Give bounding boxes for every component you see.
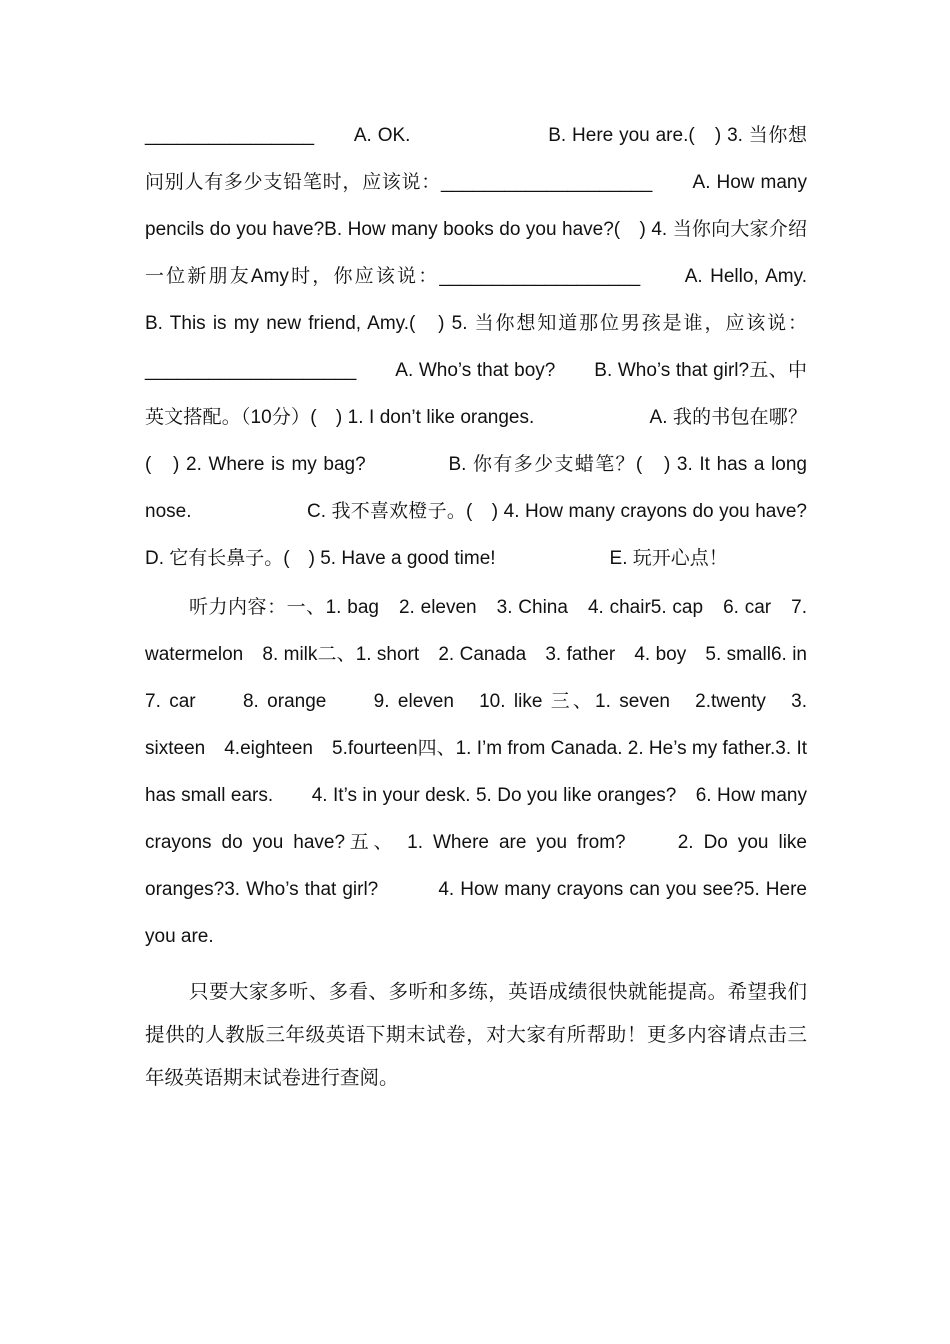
exam-questions-paragraph: ________________ A. OK. B. Here you are.( ) 3. 当你想问别人有多少支铅笔时，应该说：____________________ A. How many pencils do you have?B. How many books do you have?( ) 4. 当你向大家介绍一位新朋友Amy时，你应该说：___________________ A. Hello, Amy. B. This is my new friend, Amy.( ) 5. 当你想知道那位男孩是谁，应该说：____________________ A. Who’s that boy? B. Who’s that girl?五、中英文搭配。（10分）( ) 1. I don’t like oranges. A. 我的书包在哪？( ) 2. Where is my bag? B. 你有多少支蜡笔？( ) 3. It has a long nose. C. 我不喜欢橙子。( ) 4. How many crayons do you have? D. 它有长鼻子。( ) 5. Have a good time! E. 玩开心点！: [145, 125, 884, 569]
closing-paragraph: 只要大家多听、多看、多听和多练，英语成绩很快就能提高。希望我们提供的人教版三年级英语下期末试卷，对大家有所帮助！更多内容请点击三年级英语期末试卷进行查阅。: [145, 980, 807, 1089]
listening-script-paragraph: 听力内容：一、1. bag 2. eleven 3. China 4. chair5. cap 6. car 7. watermelon 8. milk二、1. short 2. Canada 3. father 4. boy 5. small6. in 7. car 8. orange 9. eleven 10. like 三、1. seven 2.twenty 3. sixteen 4.eighteen 5.fourteen四、1. I’m from Canada. 2. He’s my father.3. It has small ears. 4. It’s in your desk. 5. Do you like oranges? 6. How many crayons do you have?五、 1. Where are you from? 2. Do you like oranges?3. Who’s that girl? 4. How many crayons can you see?5. Here you are.: [145, 597, 846, 947]
document-page: [145, 112, 884, 1099]
